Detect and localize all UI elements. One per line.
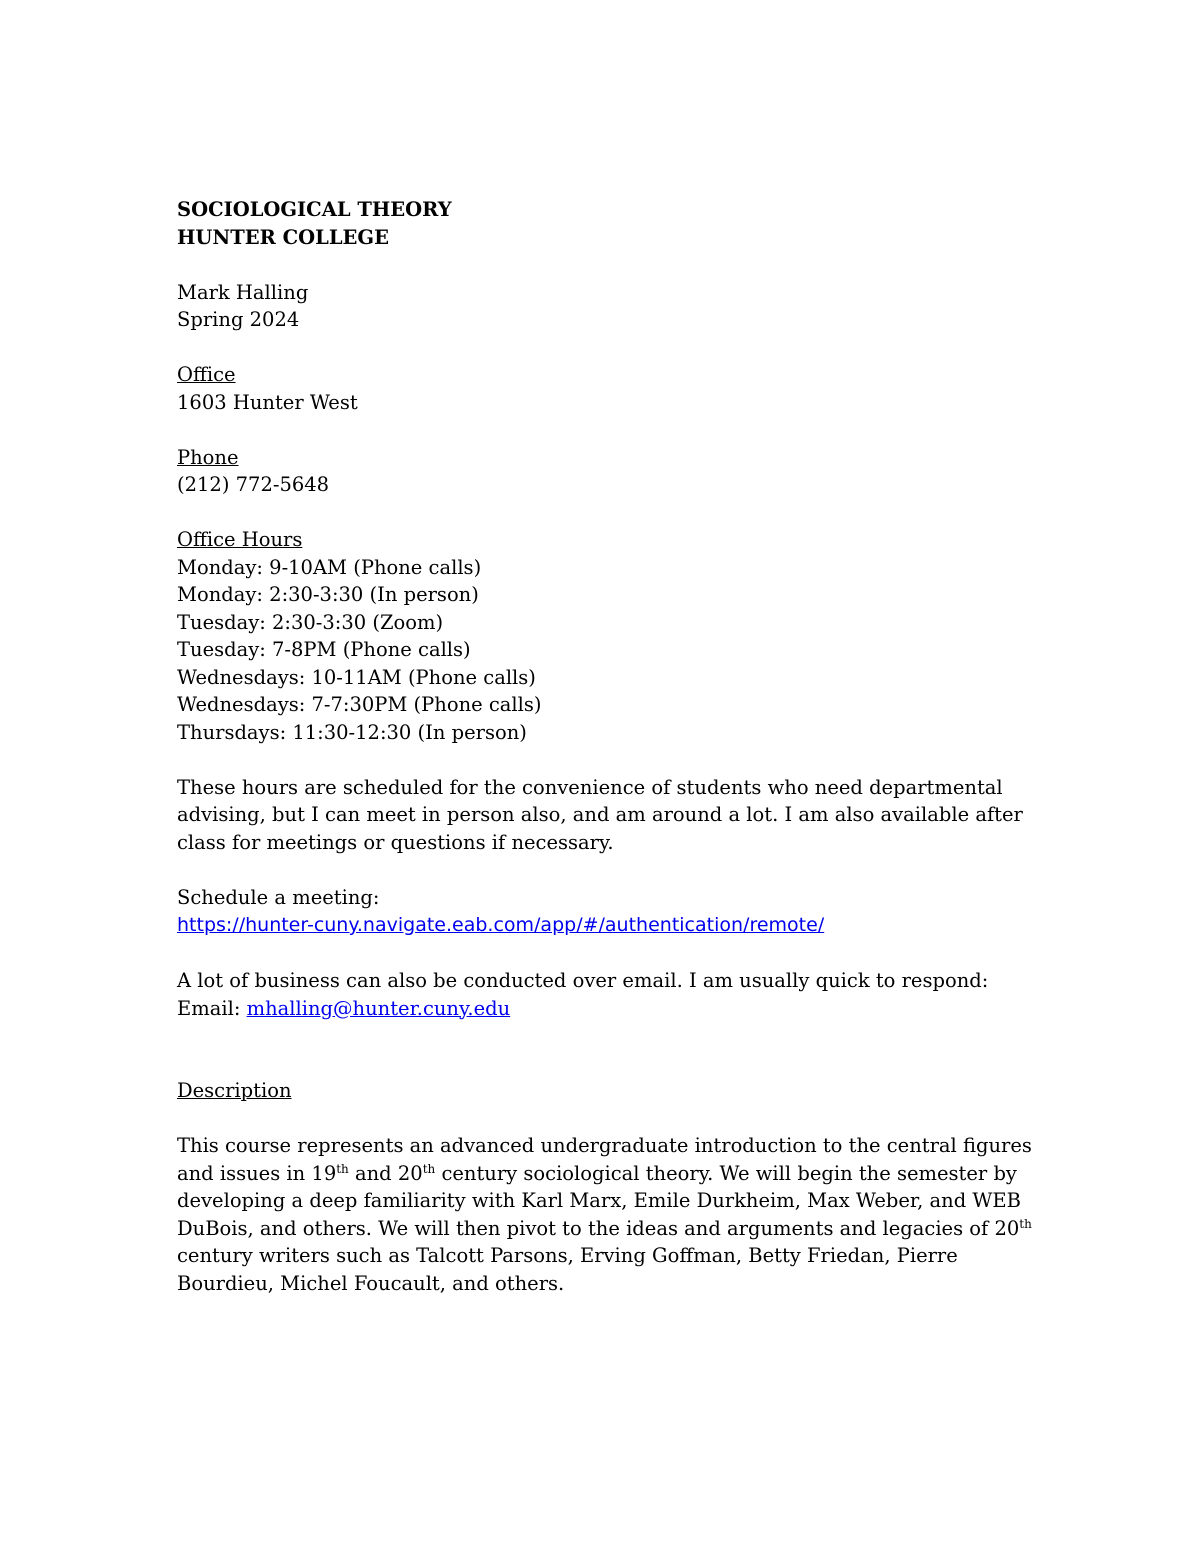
- email-link[interactable]: mhalling@hunter.cuny.edu: [246, 996, 511, 1020]
- office-hours-slot: Monday: 9-10AM (Phone calls): [177, 555, 482, 579]
- ordinal-suffix: th: [422, 1161, 436, 1176]
- ordinal-suffix: th: [336, 1161, 349, 1176]
- email-line: [177, 995, 1037, 1023]
- office-hours-slot: Monday: 2:30-3:30 (In person): [177, 583, 479, 606]
- email-note: A lot of business can also be conducted over email. I am usually quick to respond:: [177, 969, 989, 992]
- spacer: [177, 416, 1037, 444]
- description-paragraph: [177, 1132, 1037, 1297]
- spacer: [177, 1022, 1037, 1077]
- office-hours-slot: Wednesdays: 10-11AM (Phone calls): [177, 665, 536, 689]
- office-hours-slot: Wednesdays: 7-7:30PM (Phone calls): [177, 693, 542, 716]
- office-hours-slot: Tuesday: 7-8PM (Phone calls): [177, 638, 471, 661]
- instructor-name: Mark Halling: [177, 280, 309, 304]
- spacer: [177, 334, 1037, 362]
- office-heading: Office: [177, 363, 236, 386]
- phone-heading: Phone: [177, 445, 239, 469]
- spacer: [177, 499, 1037, 527]
- office-hours-heading: Office Hours: [177, 528, 303, 551]
- email-label: Email:: [177, 996, 247, 1020]
- description-heading: Description: [177, 1079, 292, 1102]
- office-hours-slot: Thursdays: 11:30-12:30 (In person): [177, 720, 527, 744]
- spacer: [177, 251, 1037, 279]
- spacer: [177, 940, 1037, 968]
- institution-name: HUNTER COLLEGE: [177, 225, 389, 249]
- description-text: and 20: [348, 1161, 423, 1185]
- ordinal-suffix: th: [1019, 1216, 1032, 1231]
- course-title: SOCIOLOGICAL THEORY: [177, 198, 452, 221]
- description-text: century sociological theory. We will begin the semester by developing a deep familiarity with Karl Marx, Emile Durkheim, Max Weber, and WEB DuBois, and others. We will then pivot to the ideas and arguments and legacies of 20: [177, 1161, 1021, 1240]
- spacer: [177, 856, 1037, 884]
- description-text: This course represents an advanced undergraduate introduction to the central figures and issues in 19: [177, 1134, 1032, 1185]
- office-hours-slot: Tuesday: 2:30-3:30 (Zoom): [177, 610, 444, 634]
- schedule-meeting-label: Schedule a meeting:: [177, 885, 380, 909]
- schedule-meeting-link[interactable]: https://hunter-cuny.navigate.eab.com/app/#/authentication/remote/: [177, 914, 825, 936]
- spacer: [177, 746, 1037, 774]
- term: Spring 2024: [177, 308, 300, 331]
- phone-number: (212) 772-5648: [177, 473, 330, 496]
- office-location: 1603 Hunter West: [177, 390, 358, 414]
- office-hours-note: These hours are scheduled for the convenience of students who need departmental advising, but I can meet in person also, and am around a lot. I am also available after class for meetings or questions if necessary.: [177, 775, 1023, 854]
- syllabus-page: [177, 196, 1037, 1297]
- description-text: century writers such as Talcott Parsons, Erving Goffman, Betty Friedan, Pierre Bourdieu, Michel Foucault, and others.: [177, 1244, 958, 1295]
- spacer: [177, 1105, 1037, 1133]
